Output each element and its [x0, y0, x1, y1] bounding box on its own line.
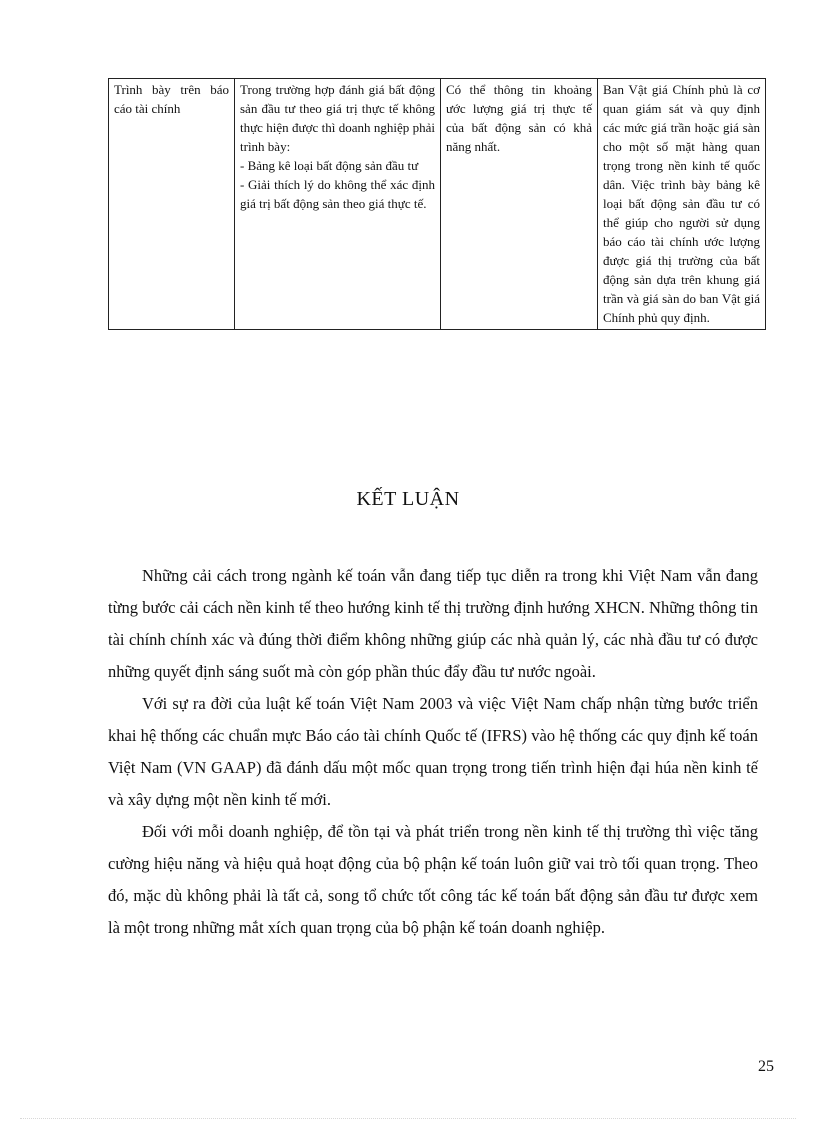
table-cell-requirement	[235, 79, 441, 330]
conclusion-body	[108, 560, 758, 944]
cell-text: Trong trường hợp đánh giá bất động sản đầu tư theo giá trị thực tế không thực hiện được thì doanh nghiệp phải trình bày:	[240, 82, 435, 154]
table-cell-explanation	[598, 79, 766, 330]
page-number: 25	[758, 1058, 774, 1075]
cell-text: - Bảng kê loại bất động sản đầu tư	[240, 158, 419, 173]
paragraph: Với sự ra đời của luật kế toán Việt Nam 2003 và việc Việt Nam chấp nhận từng bước triển khai hệ thống các chuẩn mực Báo cáo tài chính Quốc tế (IFRS) vào hệ thống các quy định kế toán Việt Nam (VN GAAP) đã đánh dấu một mốc quan trọng trong tiến trình hiện đại húa nền kinh tế và xây dựng một nền kinh tế mới.	[108, 694, 758, 809]
paragraph: Đối với mỗi doanh nghiệp, để tồn tại và phát triển trong nền kinh tế thị trường thì việc tăng cường hiệu năng và hiệu quả hoạt động của bộ phận kế toán luôn giữ vai trò tối quan trọng. Theo đó, mặc dù không phải là tất cả, song tổ chức tốt công tác kế toán bất động sản đầu tư được xem là một trong những mắt xích quan trọng của bộ phận kế toán doanh nghiệp.	[108, 822, 758, 937]
table-cell-criterion	[109, 79, 235, 330]
cell-text: Ban Vật giá Chính phủ là cơ quan giám sát và quy định các mức giá trần hoặc giá sàn cho một số mặt hàng quan trọng trong nền kinh tế quốc dân. Việc trình bày bảng kê loại bất động sản đầu tư có thể giúp cho người sử dụng báo cáo tài chính ước lượng được giá thị trường của bất động sản dựa trên khung giá trần và giá sàn do ban Vật giá Chính phủ quy định.	[603, 82, 760, 325]
table-cell-option	[441, 79, 598, 330]
cell-text: Trình bày trên báo cáo tài chính	[114, 82, 229, 116]
section-title: KẾT LUẬN	[356, 488, 460, 510]
comparison-table	[108, 78, 766, 330]
footer-divider	[20, 1118, 796, 1119]
cell-text: - Giải thích lý do không thể xác định giá trị bất động sản theo giá thực tế.	[240, 177, 435, 211]
paragraph: Những cải cách trong ngành kế toán vẫn đang tiếp tục diễn ra trong khi Việt Nam vẫn đang từng bước cải cách nền kinh tế theo hướng kinh tế thị trường định hướng XHCN. Những thông tin tài chính chính xác và đúng thời điểm không những giúp các nhà quản lý, các nhà đầu tư có được những quyết định sáng suốt mà còn góp phần thúc đẩy đầu tư nước ngoài.	[108, 566, 758, 681]
table-row	[109, 79, 766, 330]
cell-text: Có thể thông tin khoảng ước lượng giá trị thực tế của bất động sản có khả năng nhất.	[446, 82, 592, 154]
